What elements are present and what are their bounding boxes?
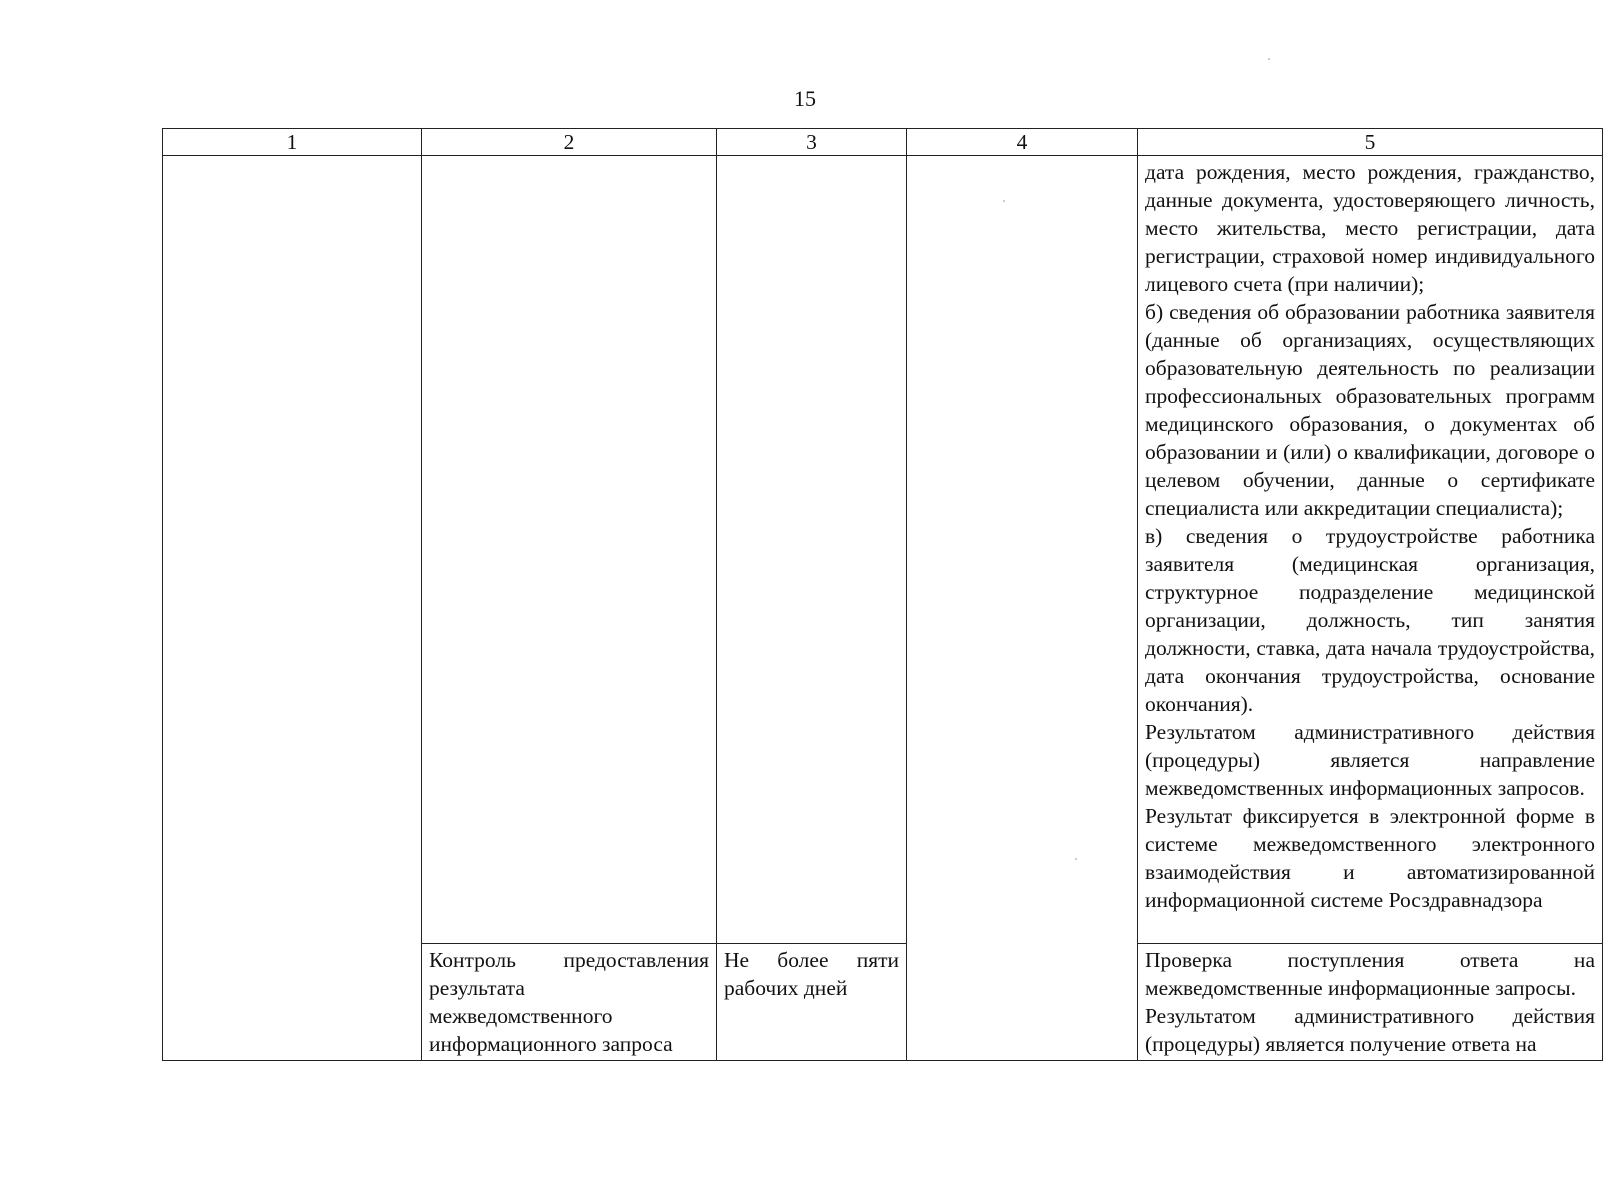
paragraph-result-fixation: Результат фиксируется в электронной форме в системе межведомственного электронного взаимодействия и автоматизированной информационной системе Росздравнадзора xyxy=(1145,804,1595,912)
paragraph-response-result: Результатом административного действия (процедуры) является получение ответа на xyxy=(1145,1004,1595,1056)
table-row xyxy=(163,156,1603,944)
scan-speck xyxy=(1075,858,1077,860)
row2-col-3-cell: Не более пяти рабочих дней xyxy=(717,944,907,1061)
scan-speck xyxy=(1003,200,1005,202)
administrative-procedure-table xyxy=(162,128,1603,1061)
header-col-5: 5 xyxy=(1138,129,1603,156)
header-col-1: 1 xyxy=(163,129,422,156)
page-number: 15 xyxy=(794,86,816,111)
row2-col-2-cell: Контроль предоставления результата межведомственного информационного запроса xyxy=(422,944,717,1061)
row1-col-3-cell xyxy=(717,156,907,944)
paragraph-result: Результатом административного действия (процедуры) является направление межведомственных информационных запросов. xyxy=(1145,720,1595,800)
row1-col-2-cell xyxy=(422,156,717,944)
paragraph-personal-data: дата рождения, место рождения, гражданство, данные документа, удостоверяющего личность, место жительства, место регистрации, дата регистрации, страховой номер индивидуального лицевого счета (при наличии); xyxy=(1145,160,1595,296)
row1-col-5-cell xyxy=(1138,156,1603,944)
scan-speck xyxy=(1268,58,1270,60)
paragraph-employment: в) сведения о трудоустройстве работника заявителя (медицинская организация, структурное подразделение медицинской организации, должность, тип занятия должности, ставка, дата начала трудоустройства, дата окончания трудоустройства, основание окончания). xyxy=(1145,524,1595,716)
paragraph-education: б) сведения об образовании работника заявителя (данные об организациях, осуществляющих образовательную деятельность по реализации профессиональных образовательных программ медицинского образования, о документах об образовании и (или) о квалификации, договоре о целевом обучении, данные о сертификате специалиста или аккредитации специалиста); xyxy=(1145,300,1595,520)
header-col-3: 3 xyxy=(717,129,907,156)
header-col-4: 4 xyxy=(907,129,1138,156)
row-col-1-cell xyxy=(163,156,422,1061)
row-col-4-cell xyxy=(907,156,1138,1061)
row2-col-5-cell xyxy=(1138,944,1603,1061)
paragraph-response-check: Проверка поступления ответа на межведомственные информационные запросы. xyxy=(1145,948,1595,1000)
header-col-2: 2 xyxy=(422,129,717,156)
table-header-row xyxy=(163,129,1603,156)
